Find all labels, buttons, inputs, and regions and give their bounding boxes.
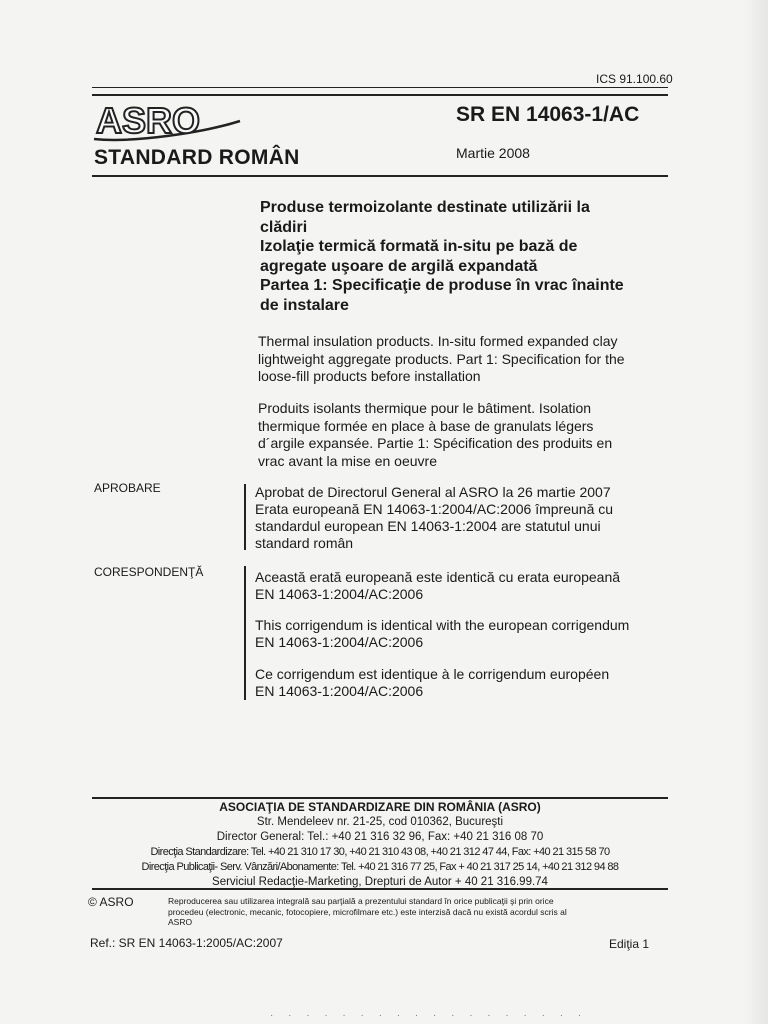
approval-line: standardul european EN 14063-1:2004 are statutul unui: [255, 518, 601, 534]
edition-label: Ediţia 1: [609, 937, 650, 951]
header-bottom-rule: [92, 175, 668, 177]
approval-label: APROBARE: [94, 481, 161, 495]
top-thin-rule: [92, 87, 668, 88]
correspondence-line: EN 14063-1:2004/AC:2006: [255, 586, 424, 602]
title-en-line: lightweight aggregate products. Part 1: Specification for the: [258, 350, 625, 367]
copyright-notice-line: Reproducerea sau utilizarea integrală sau parţială a prezentului standard în orice publicaţii şi prin orice: [168, 896, 554, 906]
publications-directorate-contact: Direcţia Publicaţii- Serv. Vânzări/Abonamente: Tel. +40 21 316 77 25, Fax + 40 21 317 25 14, +40 21 312 94 88: [141, 861, 619, 873]
document-reference: Ref.: SR EN 14063-1:2005/AC:2007: [90, 936, 283, 950]
copyright-holder: © ASRO: [88, 895, 134, 909]
title-ro-line: Izolaţie termică formată in-situ pe bază de: [260, 238, 578, 255]
director-contact: Director General: Tel.: +40 21 316 32 96, Fax: +40 21 316 08 70: [216, 831, 544, 843]
footer-middle-rule: [92, 888, 668, 890]
asro-logo-text: ASRO: [96, 100, 201, 141]
title-en-line: Thermal insulation products. In-situ formed expanded clay: [258, 333, 618, 349]
title-english: [258, 333, 670, 386]
standard-label: STANDARD ROMÂN: [94, 146, 300, 169]
ics-code: ICS 91.100.60: [596, 72, 673, 86]
title-fr-line: vrac avant la mise en oeuvre: [258, 452, 437, 469]
editorial-service-contact: Serviciul Redacţie-Marketing, Drepturi de Autor + 40 21 316.99.74: [212, 876, 548, 888]
title-french: [258, 400, 670, 470]
title-fr-line: thermique formée en place à base de granulats légers: [258, 417, 594, 434]
approval-line: standard român: [255, 535, 354, 551]
title-ro-line: clădiri: [260, 218, 308, 236]
correspondence-romanian: [255, 569, 675, 603]
address: Str. Mendeleev nr. 21-25, cod 010362, Bucureşti: [256, 816, 504, 828]
organization-name: ASOCIAŢIA DE STANDARDIZARE DIN ROMÂNIA (ASRO): [219, 800, 541, 814]
scan-artifact: · · · · · · · · · · · · · · · · · ·: [270, 1010, 588, 1021]
copyright-notice-line: procedeu (electronic, mecanic, fotocopiere, microfilmare etc.) este interzisă dacă nu există acordul scris al: [168, 906, 567, 917]
footer-top-rule: [92, 797, 668, 799]
title-ro-line: Partea 1: Specificaţie de produse în vrac înainte: [260, 277, 624, 294]
approval-line: Aprobat de Directorul General al ASRO la 26 martie 2007: [255, 484, 611, 500]
approval-text: [255, 484, 675, 552]
title-ro-line: Produse termoizolante destinate utilizării la: [260, 199, 590, 216]
title-romanian: [260, 198, 660, 315]
copyright-notice-line: ASRO: [168, 917, 193, 927]
title-fr-line: Produits isolants thermique pour le bâtiment. Isolation: [258, 400, 592, 416]
standard-code: SR EN 14063-1/AC: [456, 103, 640, 126]
correspondence-french: [255, 666, 675, 700]
publication-date: Martie 2008: [456, 145, 530, 161]
correspondence-line: Această erată europeană este identică cu erata europeană: [255, 569, 621, 585]
correspondence-label: CORESPONDENŢĂ: [94, 565, 204, 579]
title-en-line: loose-fill products before installation: [258, 368, 481, 384]
correspondence-line: EN 14063-1:2004/AC:2006: [255, 683, 424, 699]
correspondence-line: This corrigendum is identical with the european corrigendum: [255, 617, 630, 633]
page-edge-shadow: [744, 0, 768, 1024]
title-fr-line: d´argile expansée. Partie 1: Spécification des produits en: [258, 435, 613, 451]
copyright-notice: [168, 896, 668, 928]
top-thick-rule: [92, 94, 668, 96]
standards-directorate-contact: Direcţia Standardizare: Tel. +40 21 310 17 30, +40 21 310 43 08, +40 21 312 47 44, Fax: +40 21 315 58 70: [150, 846, 610, 858]
correspondence-line: EN 14063-1:2004/AC:2006: [255, 634, 424, 650]
correspondence-english: [255, 617, 675, 651]
approval-line: Erata europeană EN 14063-1:2004/AC:2006 împreună cu: [255, 501, 614, 517]
approval-vertical-bar: [244, 484, 246, 550]
correspondence-vertical-bar: [244, 566, 246, 700]
title-ro-line: agregate uşoare de argilă expandată: [260, 257, 538, 275]
title-ro-line: de instalare: [260, 296, 349, 314]
footer-contact: [92, 800, 668, 890]
asro-logo: [92, 99, 242, 145]
correspondence-line: Ce corrigendum est identique à le corrigendum européen: [255, 666, 610, 682]
